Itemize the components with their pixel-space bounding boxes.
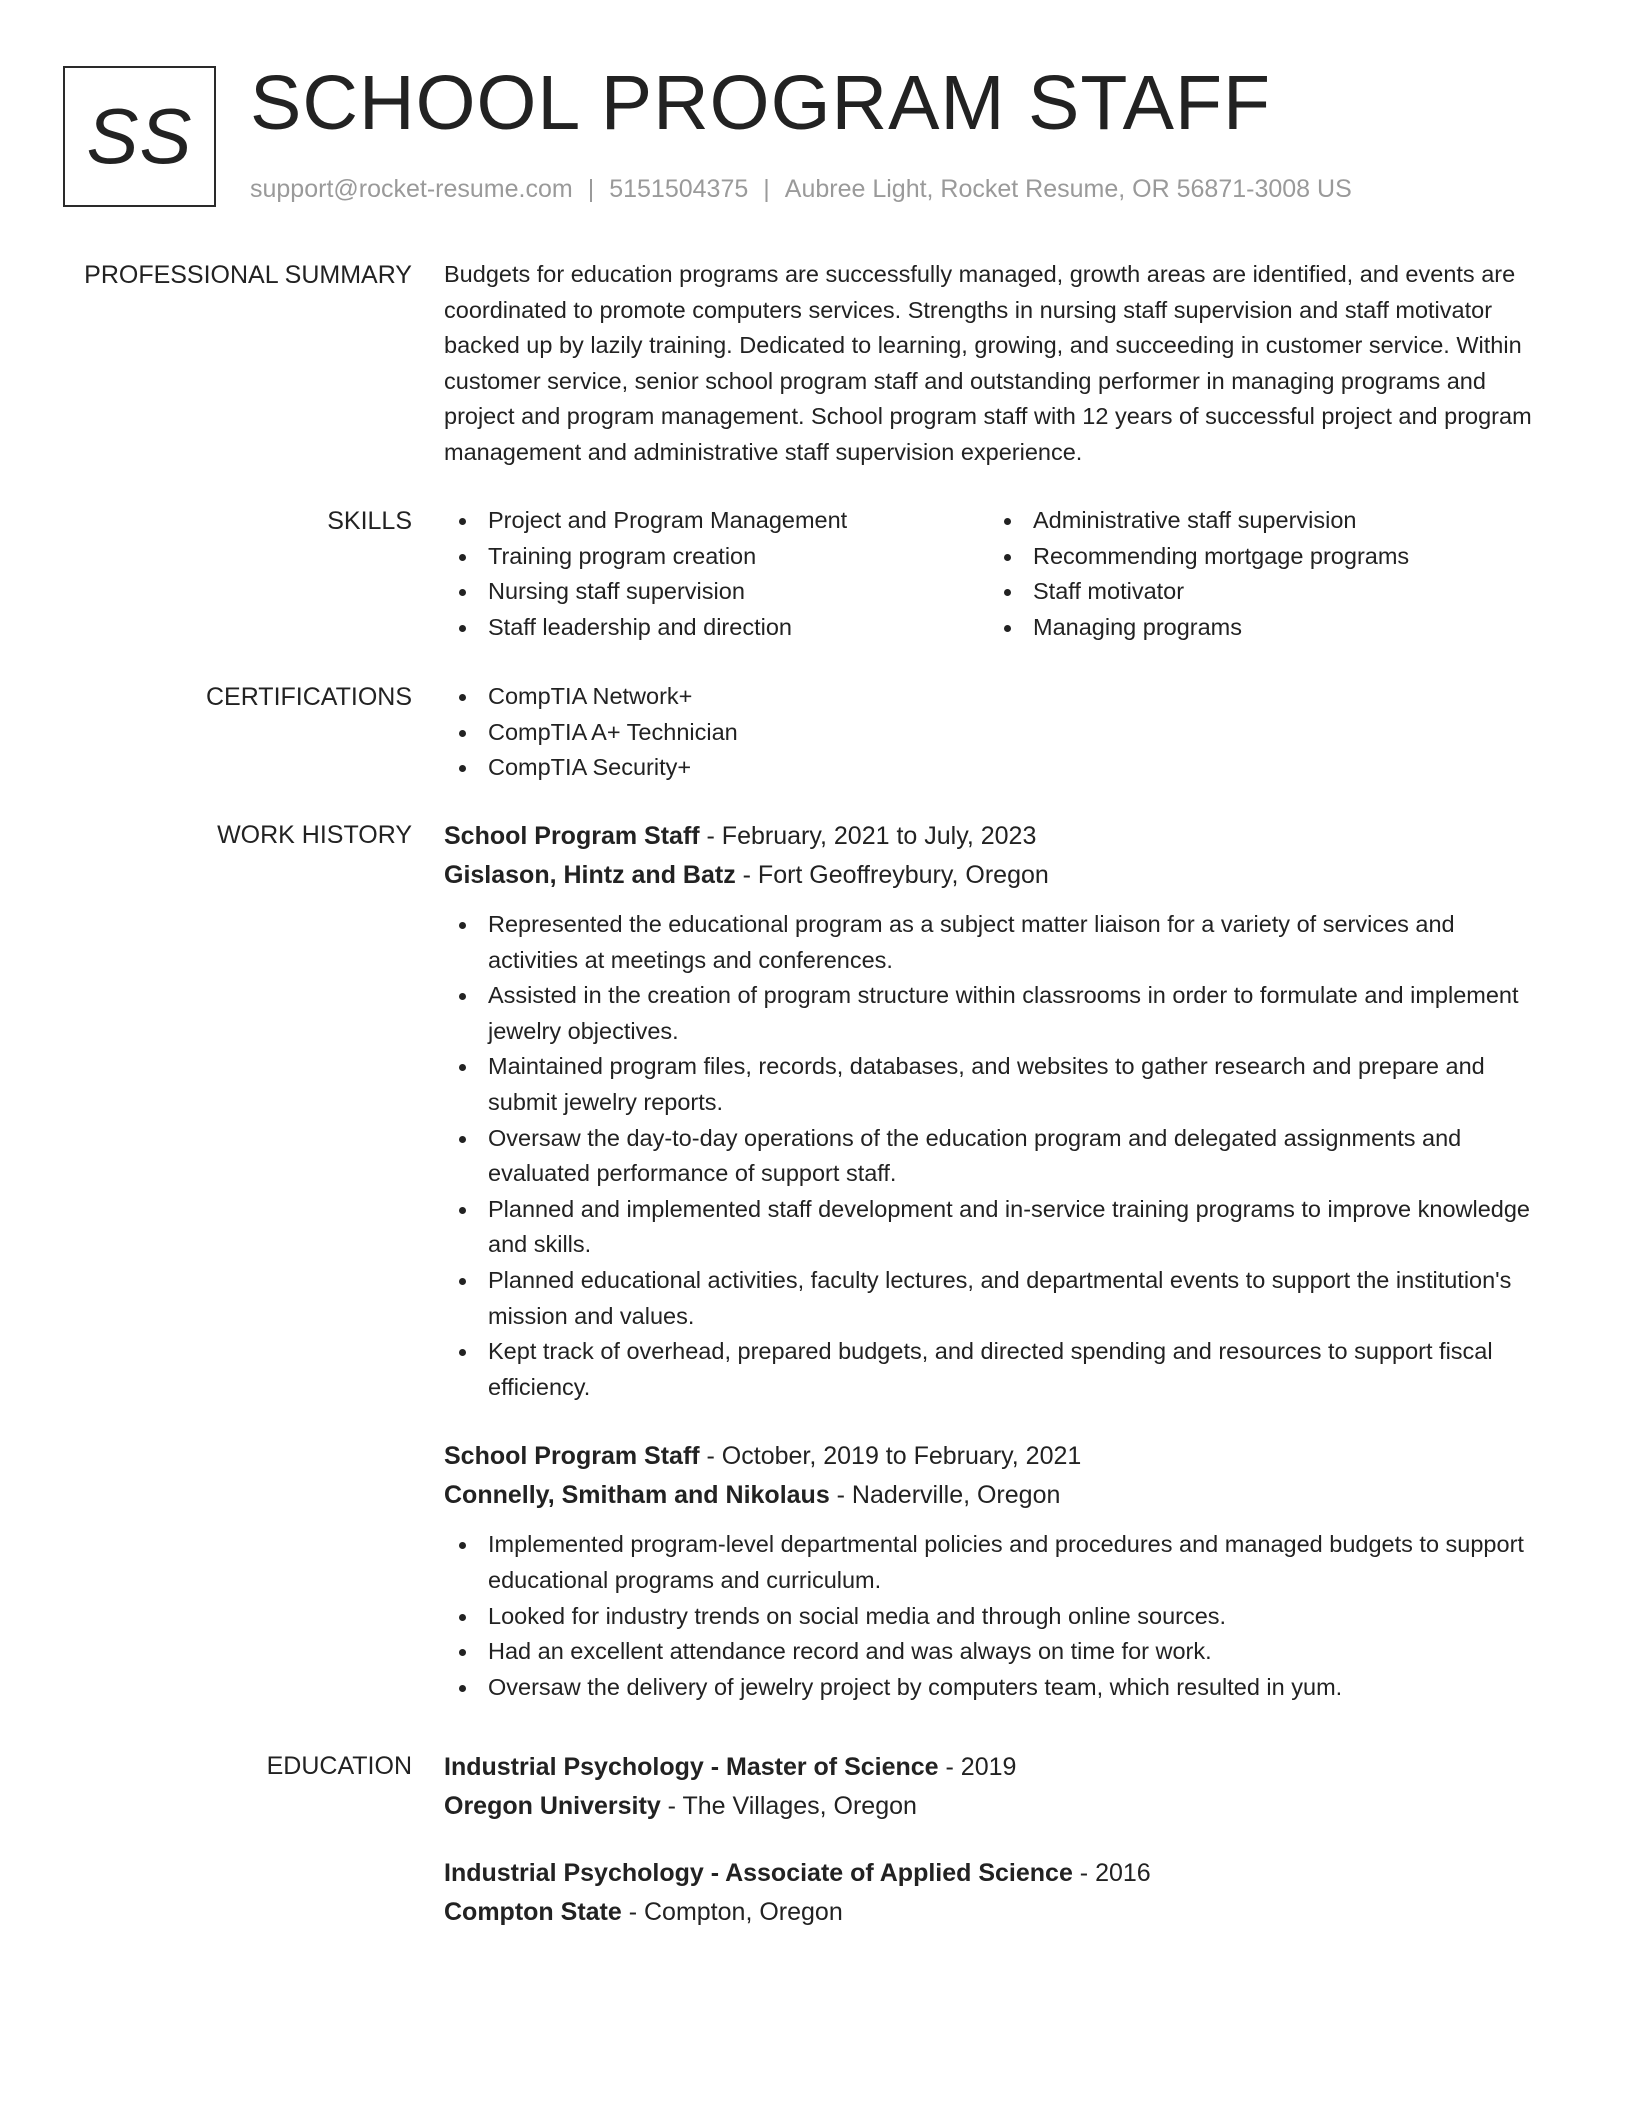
certification-item: CompTIA A+ Technician bbox=[444, 715, 1544, 751]
job-bullet: Looked for industry trends on social media and through online sources. bbox=[444, 1599, 1544, 1635]
certifications-list bbox=[444, 679, 1544, 786]
job-bullet: Assisted in the creation of program structure within classrooms in order to formulate and implement jewelry objectives. bbox=[444, 978, 1544, 1049]
job-bullet: Kept track of overhead, prepared budgets, and directed spending and resources to support fiscal efficiency. bbox=[444, 1334, 1544, 1405]
skill-item: Recommending mortgage programs bbox=[989, 539, 1534, 575]
job-dates: - October, 2019 to February, 2021 bbox=[699, 1442, 1082, 1471]
education-year: - 2016 bbox=[1072, 1859, 1151, 1887]
skills-columns bbox=[444, 503, 1544, 645]
skill-item: Staff motivator bbox=[989, 574, 1534, 610]
work-history-content bbox=[444, 817, 1544, 1705]
job-title: School Program Staff bbox=[444, 1442, 700, 1471]
education-degree: Industrial Psychology - Associate of Applied Science bbox=[444, 1859, 1073, 1887]
monogram-initials: SS bbox=[63, 66, 216, 207]
job-location: - Fort Geoffreybury, Oregon bbox=[735, 861, 1049, 889]
job-bullet: Planned and implemented staff development and in-service training programs to improve knowledge and skills. bbox=[444, 1192, 1544, 1263]
certifications-label: CERTIFICATIONS bbox=[205, 683, 412, 711]
job-bullet: Planned educational activities, faculty lectures, and departmental events to support the institution's mission and values. bbox=[444, 1263, 1544, 1334]
job-bullet-list bbox=[444, 907, 1544, 1405]
job-company: Gislason, Hintz and Batz bbox=[444, 861, 736, 889]
skill-item: Nursing staff supervision bbox=[444, 574, 989, 610]
skill-item: Administrative staff supervision bbox=[989, 503, 1534, 539]
job-bullet: Maintained program files, records, databases, and websites to gather research and prepare and submit jewelry reports. bbox=[444, 1049, 1544, 1120]
certification-item: CompTIA Security+ bbox=[444, 750, 1544, 786]
skill-item: Managing programs bbox=[989, 610, 1534, 646]
job-title-line bbox=[444, 817, 1544, 856]
contact-separator: | bbox=[763, 175, 770, 203]
job-bullet: Implemented program-level departmental policies and procedures and managed budgets to support educational programs and curriculum. bbox=[444, 1527, 1544, 1598]
contact-line bbox=[250, 172, 1352, 206]
skill-item: Training program creation bbox=[444, 539, 989, 575]
education-degree: Industrial Psychology - Master of Science bbox=[444, 1753, 939, 1781]
job-dates: - February, 2021 to July, 2023 bbox=[699, 822, 1037, 850]
contact-phone: 5151504375 bbox=[609, 175, 749, 203]
summary-text: Budgets for education programs are successfully managed, growth areas are identified, and events are coordinated to promote computers services. Strengths in nursing staff supervision and staff motivator backed up by lazily training. Dedicated to learning, growing, and succeeding in customer service. Within customer service, senior school program staff and outstanding performer in managing programs and project and program management. School program staff with 12 years of successful project and program management and administrative staff supervision experience. bbox=[444, 261, 1532, 465]
job-company-line bbox=[444, 856, 1544, 895]
job-location: - Naderville, Oregon bbox=[829, 1481, 1061, 1510]
job-title: School Program Staff bbox=[444, 822, 700, 850]
certification-item: CompTIA Network+ bbox=[444, 679, 1544, 715]
skills-label: SKILLS bbox=[327, 507, 412, 535]
job-entry bbox=[444, 817, 1544, 1405]
skill-item: Staff leadership and direction bbox=[444, 610, 989, 646]
education-degree-line bbox=[444, 1748, 1544, 1787]
contact-separator: | bbox=[587, 175, 595, 203]
job-title-line bbox=[444, 1437, 1544, 1476]
summary-label: PROFESSIONAL SUMMARY bbox=[84, 261, 412, 289]
contact-address: Aubree Light, Rocket Resume, OR 56871-3008 US bbox=[784, 175, 1352, 203]
education-school: Compton State bbox=[444, 1898, 622, 1926]
certifications-content bbox=[444, 679, 1544, 786]
skills-list-left bbox=[444, 503, 989, 645]
job-entry bbox=[444, 1437, 1544, 1705]
contact-email: support@rocket-resume.com bbox=[250, 175, 573, 203]
skills-list-right bbox=[989, 503, 1534, 645]
education-entry bbox=[444, 1854, 1544, 1932]
work-history-label: WORK HISTORY bbox=[217, 821, 412, 849]
job-company: Connelly, Smitham and Nikolaus bbox=[444, 1481, 830, 1510]
education-degree-line bbox=[444, 1854, 1544, 1893]
education-label: EDUCATION bbox=[266, 1752, 412, 1780]
job-bullet: Oversaw the delivery of jewelry project by computers team, which resulted in yum. bbox=[444, 1670, 1544, 1706]
education-school-line bbox=[444, 1787, 1544, 1826]
education-location: - Compton, Oregon bbox=[621, 1898, 843, 1926]
skill-item: Project and Program Management bbox=[444, 503, 989, 539]
job-bullet: Represented the educational program as a subject matter liaison for a variety of services and activities at meetings and conferences. bbox=[444, 907, 1544, 978]
education-school-line bbox=[444, 1893, 1544, 1932]
education-entry bbox=[444, 1748, 1544, 1826]
education-school: Oregon University bbox=[444, 1792, 661, 1820]
education-year: - 2019 bbox=[938, 1753, 1017, 1781]
job-bullet: Had an excellent attendance record and was always on time for work. bbox=[444, 1634, 1544, 1670]
education-location: - The Villages, Oregon bbox=[660, 1792, 917, 1820]
job-bullet-list bbox=[444, 1527, 1544, 1705]
job-bullet: Oversaw the day-to-day operations of the education program and delegated assignments and evaluated performance of support staff. bbox=[444, 1121, 1544, 1192]
job-company-line bbox=[444, 1476, 1544, 1515]
education-content bbox=[444, 1748, 1544, 1932]
resume-title: SCHOOL PROGRAM STAFF bbox=[250, 60, 1272, 146]
